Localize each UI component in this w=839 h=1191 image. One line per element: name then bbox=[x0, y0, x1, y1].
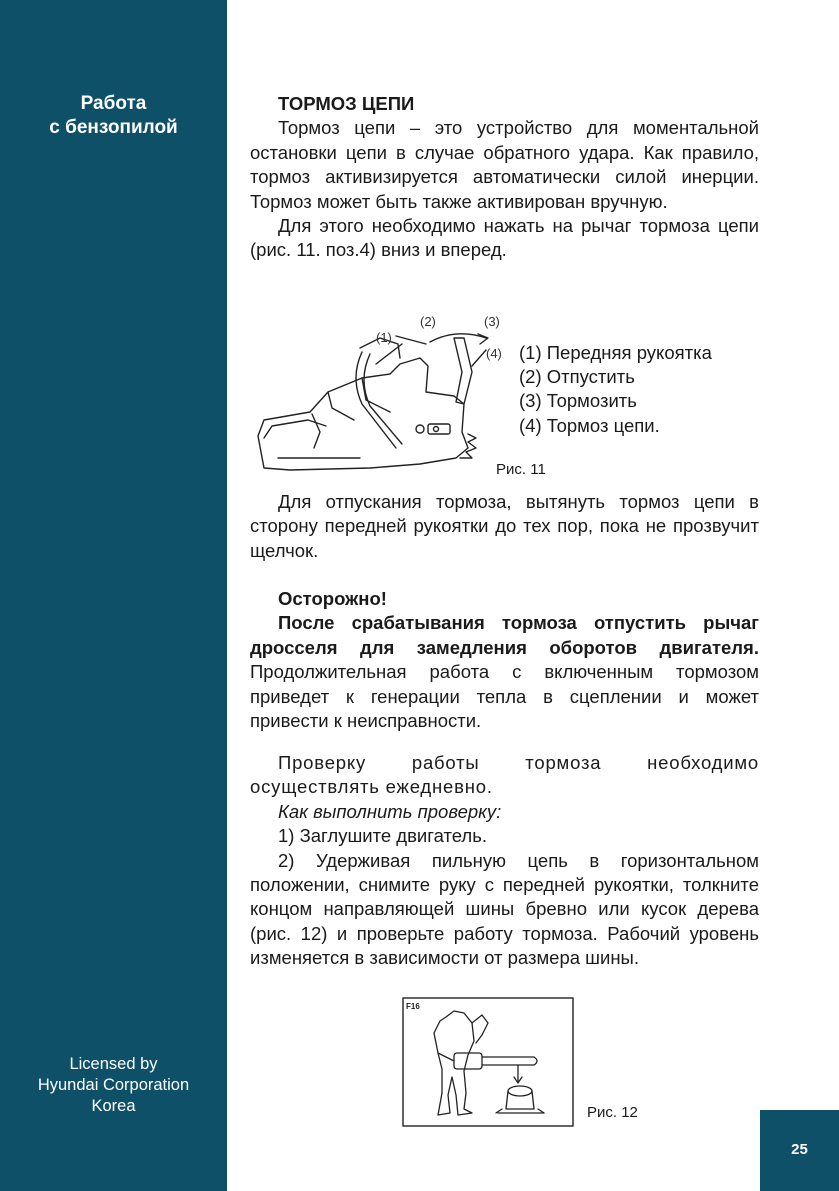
release-paragraph: Для отпускания тормоза, вытянуть тормоз цепи в сторону передней рукоятки до тех пор, пока не прозвучит щелчок. bbox=[250, 491, 759, 561]
license-line3: Korea bbox=[91, 1097, 136, 1115]
manual-paragraph: Для этого необходимо нажать на рычаг тормоза цепи (рис. 11. поз.4) вниз и вперед. bbox=[250, 215, 759, 261]
how-to-check-heading: Как выполнить проверку: bbox=[278, 800, 502, 822]
check-section bbox=[250, 751, 759, 971]
section-title-line1: Работа bbox=[80, 93, 147, 114]
license-note bbox=[0, 1054, 227, 1117]
fig11-caption: Рис. 11 bbox=[496, 461, 546, 478]
fig12-tag: F16 bbox=[406, 1002, 420, 1011]
page-number: 25 bbox=[791, 1141, 808, 1158]
fig11-label-4: (4) bbox=[486, 346, 502, 361]
brake-check-illustration bbox=[402, 997, 574, 1127]
fig12-caption: Рис. 12 bbox=[587, 1104, 638, 1121]
section-heading: ТОРМОЗ ЦЕПИ bbox=[278, 93, 415, 114]
section-title-line2: с бензопилой bbox=[49, 117, 178, 138]
fig11-label-3: (3) bbox=[484, 314, 500, 329]
warning-title: Осторожно! bbox=[278, 588, 387, 609]
warning-paragraph bbox=[250, 611, 759, 733]
license-line1: Licensed by bbox=[69, 1055, 158, 1073]
fig11-label-2: (2) bbox=[420, 314, 436, 329]
warning-text: Продолжительная работа с включенным тормозом приведет к генерации тепла в сцеплении и может привести к неисправности. bbox=[250, 661, 759, 732]
warning-bold-text: После срабатывания тормоза отпустить рычаг дросселя для замедления оборотов двигателя. bbox=[250, 612, 759, 658]
fig11-label-1: (1) bbox=[376, 330, 392, 345]
chain-brake-intro bbox=[250, 92, 759, 263]
page-number-tab bbox=[760, 1110, 839, 1191]
legend-item-front-handle: (1) Передняя рукоятка bbox=[519, 342, 712, 363]
license-line2: Hyundai Corporation bbox=[37, 1076, 190, 1094]
section-title bbox=[0, 92, 227, 140]
step-1: 1) Заглушите двигатель. bbox=[278, 825, 488, 847]
release-section bbox=[250, 490, 759, 563]
legend-item-release: (2) Отпустить bbox=[519, 366, 635, 388]
sidebar bbox=[0, 0, 227, 1191]
legend-item-chain-brake: (4) Тормоз цепи. bbox=[519, 414, 660, 436]
chainsaw-brake-illustration bbox=[250, 308, 512, 482]
legend-item-brake: (3) Тормозить bbox=[519, 390, 637, 412]
step-2: 2) Удерживая пильную цепь в горизонтальном положении, снимите руку с передней рукоятки, толкните концом направляющей шины бревно или кусок дерева (рис. 12) и проверьте работу тормоза. Рабочий уровень изменяется в зависимости от размера шины. bbox=[250, 849, 759, 969]
intro-paragraph: Тормоз цепи – это устройство для моментальной остановки цепи в случае обратного удара. Как правило, тормоз активизируется автоматически силой инерции. Тормоз может быть также активирован вручную. bbox=[250, 117, 759, 212]
daily-check-paragraph: Проверку работы тормоза необходимо осуществлять ежедневно. bbox=[250, 752, 759, 798]
fig11-legend bbox=[519, 341, 712, 438]
warning-section bbox=[250, 587, 759, 733]
